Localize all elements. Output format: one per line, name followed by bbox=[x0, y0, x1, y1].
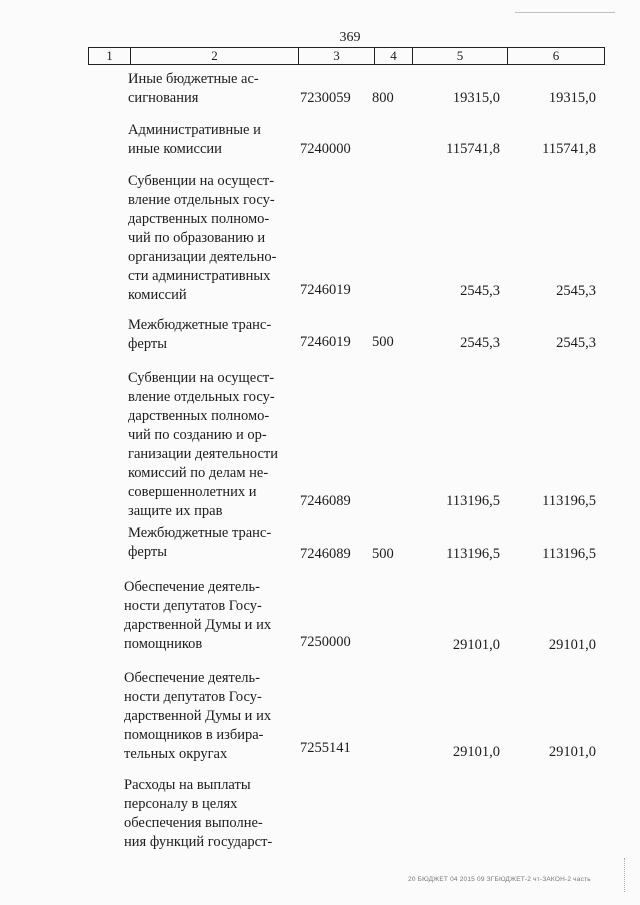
row-name: Административные и иные комиссии bbox=[128, 122, 261, 157]
row-sum-1: 115741,8 bbox=[446, 141, 500, 157]
column-header-row bbox=[88, 47, 605, 65]
row-name: Обеспечение деятель- ности депутатов Госу- дарственной Думы и их помощников bbox=[124, 579, 272, 652]
row-sum-1: 19315,0 bbox=[452, 90, 500, 106]
row-sum-2: 2545,3 bbox=[556, 283, 596, 299]
row-name: Расходы на выплаты персоналу в целях обеспечения выполне- ния функций государст- bbox=[124, 777, 273, 850]
row-sum-1: 29101,0 bbox=[452, 744, 500, 760]
row-code: 7250000 bbox=[300, 634, 351, 650]
row-vr: 800 bbox=[372, 90, 394, 106]
row-code: 7246089 bbox=[300, 493, 351, 509]
footer-file-path: 20 БЮДЖЕТ 04 2015 09 ЗГБЮДЖЕТ-2 чт-ЗАКОН-2 часть bbox=[408, 876, 591, 883]
col-header-5: 5 bbox=[413, 48, 508, 65]
col-header-4: 4 bbox=[375, 48, 413, 65]
row-sum-1: 113196,5 bbox=[446, 493, 500, 509]
page-number: 369 bbox=[339, 30, 361, 45]
row-code: 7230059 bbox=[300, 90, 351, 106]
scan-margin-marks bbox=[624, 858, 627, 892]
row-sum-2: 29101,0 bbox=[548, 637, 596, 653]
col-header-3: 3 bbox=[299, 48, 375, 65]
row-name: Обеспечение деятель- ности депутатов Госу- дарственной Думы и их помощников в избира- тельных округах bbox=[124, 670, 272, 762]
row-sum-2: 113196,5 bbox=[542, 546, 596, 562]
row-code: 7246019 bbox=[300, 334, 351, 350]
row-code: 7246019 bbox=[300, 282, 351, 298]
row-name: Иные бюджетные ас- сигнования bbox=[128, 71, 259, 106]
row-sum-2: 2545,3 bbox=[556, 335, 596, 351]
row-sum-1: 2545,3 bbox=[460, 335, 500, 351]
row-sum-2: 19315,0 bbox=[548, 90, 596, 106]
row-code: 7240000 bbox=[300, 141, 351, 157]
row-name: Межбюджетные транс- ферты bbox=[128, 317, 272, 352]
row-sum-2: 113196,5 bbox=[542, 493, 596, 509]
col-header-6: 6 bbox=[508, 48, 605, 65]
row-sum-2: 29101,0 bbox=[548, 744, 596, 760]
row-code: 7255141 bbox=[300, 740, 351, 756]
col-header-2: 2 bbox=[131, 48, 299, 65]
top-rule bbox=[515, 12, 615, 13]
row-sum-1: 113196,5 bbox=[446, 546, 500, 562]
row-name: Межбюджетные транс- ферты bbox=[128, 525, 272, 560]
row-vr: 500 bbox=[372, 546, 394, 562]
row-vr: 500 bbox=[372, 334, 394, 350]
col-header-1: 1 bbox=[89, 48, 131, 65]
row-sum-2: 115741,8 bbox=[542, 141, 596, 157]
row-sum-1: 29101,0 bbox=[452, 637, 500, 653]
row-name: Субвенции на осущест- вление отдельных госу- дарственных полномо- чий по образованию и организации деятельно- сти административных комиссий bbox=[128, 173, 277, 303]
row-sum-1: 2545,3 bbox=[460, 283, 500, 299]
row-name: Субвенции на осущест- вление отдельных госу- дарственных полномо- чий по созданию и ор- ганизации деятельности комиссий по делам не- совершеннолетних и защите их прав bbox=[128, 370, 278, 519]
row-code: 7246089 bbox=[300, 546, 351, 562]
